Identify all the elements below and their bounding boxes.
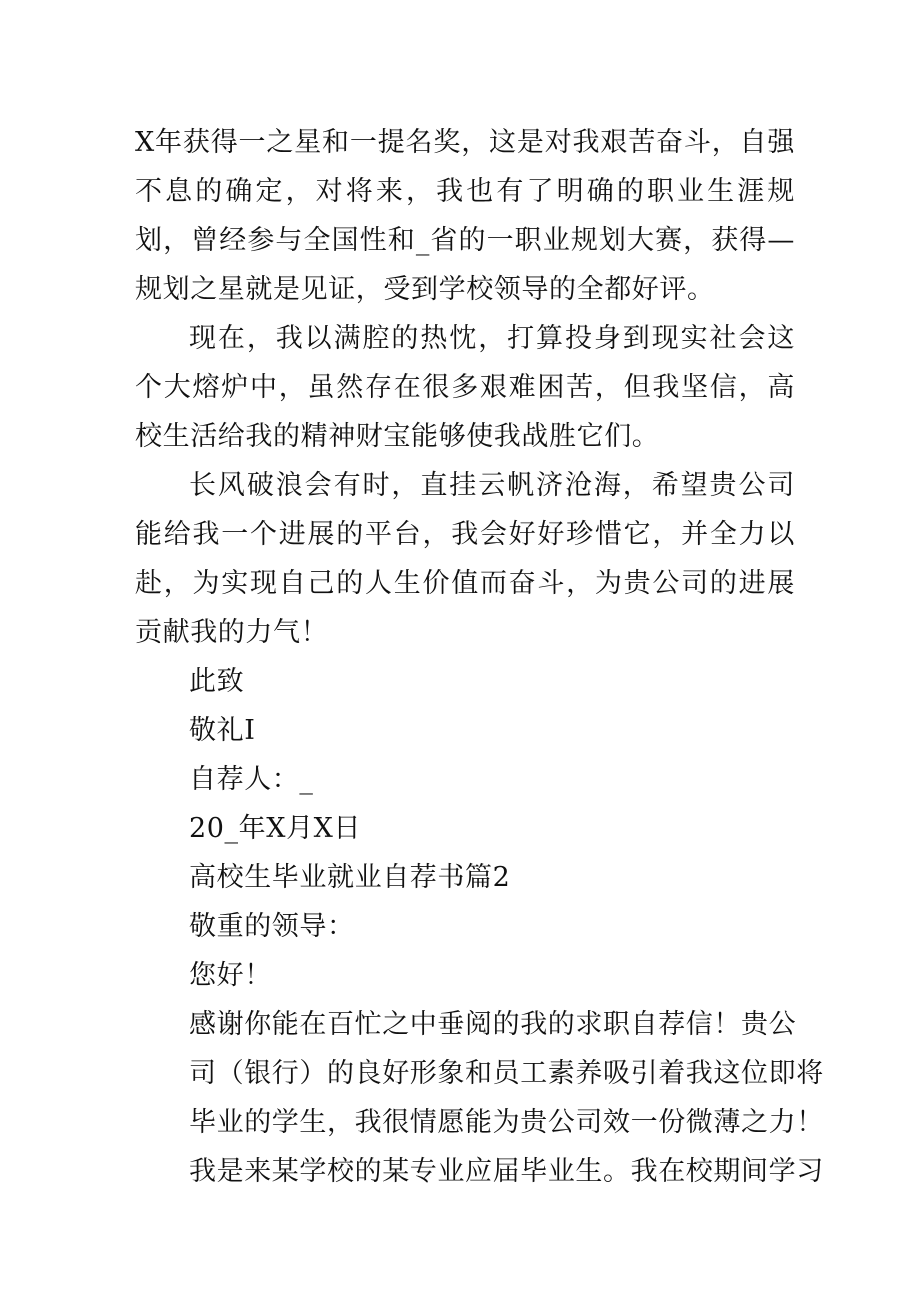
paragraph-achievements: X年获得一之星和一提名奖，这是对我艰苦奋斗，自强不息的确定，对将来，我也有了明确的职业生涯规划，曾经参与全国性和_省的一职业规划大赛，获得—规划之星就是见证，受到学校领导的全都好评。 bbox=[135, 127, 795, 305]
closing-jingli: 敬礼I bbox=[189, 715, 256, 746]
section-2-greeting: 您好！ bbox=[189, 960, 272, 991]
document-body bbox=[135, 118, 824, 1196]
signer-line: 自荐人：_ bbox=[189, 764, 314, 795]
section-2-salutation: 敬重的领导： bbox=[189, 911, 355, 942]
date-line: 20_年X月X日 bbox=[189, 813, 362, 844]
section-2-body-line-3: 毕业的学生，我很情愿能为贵公司效一份微薄之力！ bbox=[189, 1107, 824, 1138]
section-2-body-line-1: 感谢你能在百忙之中垂阅的我的求职自荐信！贵公 bbox=[189, 1009, 797, 1040]
section-2-body-line-4: 我是来某学校的某专业应届毕业生。我在校期间学习 bbox=[189, 1156, 824, 1187]
closing-zhizhi: 此致 bbox=[189, 666, 245, 697]
paragraph-aspiration: 长风破浪会有时，直挂云帆济沧海，希望贵公司能给我一个进展的平台，我会好好珍惜它，并全力以赴，为实现自己的人生价值而奋斗，为贵公司的进展贡献我的力气！ bbox=[135, 470, 795, 648]
section-2-title: 高校生毕业就业自荐书篇2 bbox=[189, 862, 511, 893]
section-2-body-line-2: 司（银行）的良好形象和员工素养吸引着我这位即将 bbox=[189, 1058, 824, 1089]
paragraph-current-plans: 现在，我以满腔的热忱，打算投身到现实社会这个大熔炉中，虽然存在很多艰难困苦，但我坚信，高校生活给我的精神财宝能够使我战胜它们。 bbox=[135, 323, 795, 452]
